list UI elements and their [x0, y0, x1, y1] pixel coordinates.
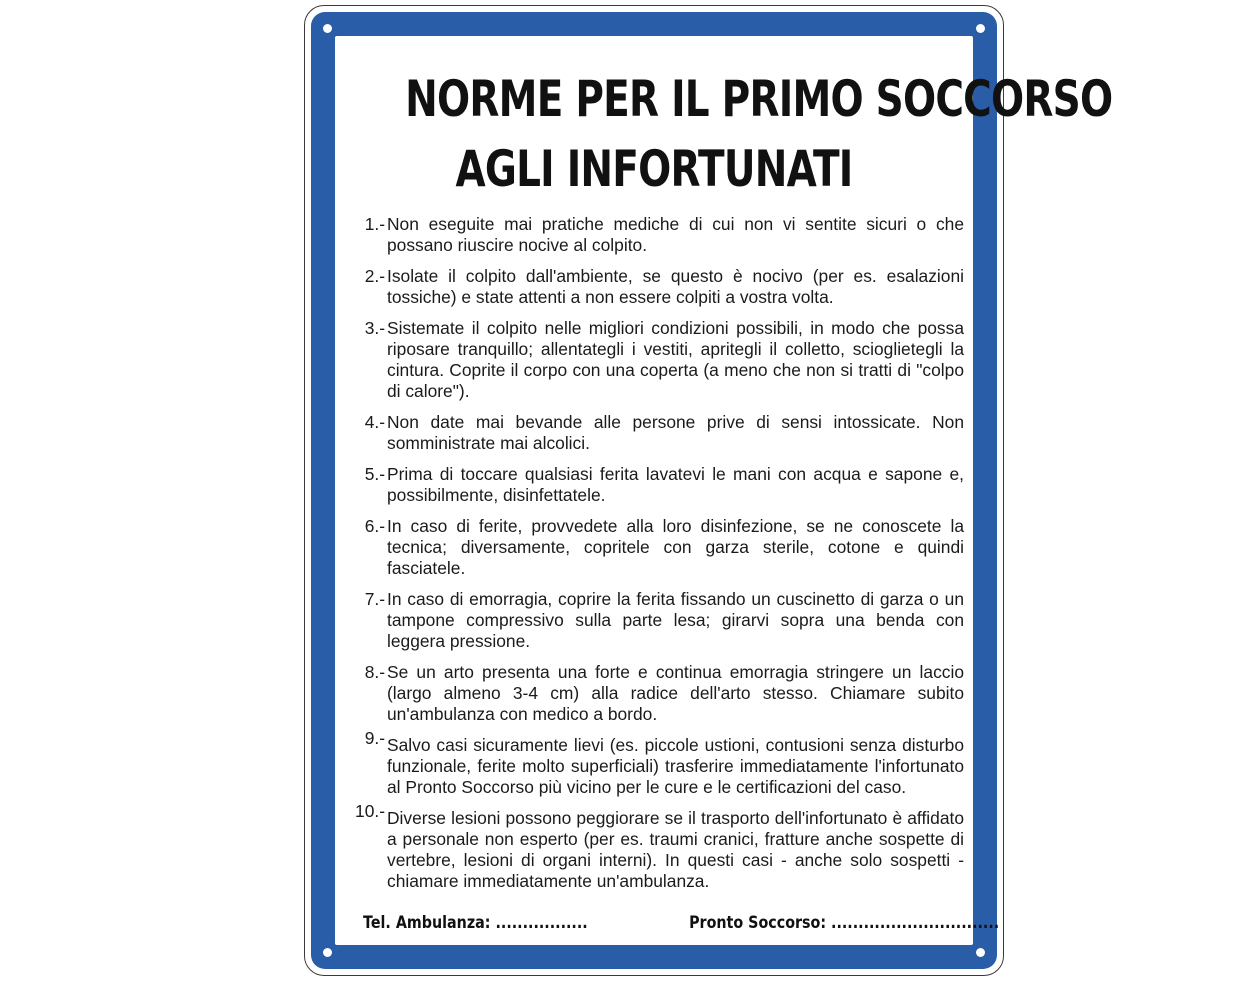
- rule-text: Isolate il colpito dall'ambiente, se questo è nocivo (per es. esalazioni tossiche) e state attenti a non essere colpiti a vostra volta.: [387, 266, 964, 307]
- rule-text: Se un arto presenta una forte e continua emorragia stringere un laccio (largo almeno 3-4 cm) alla radice dell'arto stesso. Chiamare subito un'ambulanza con medico a bordo.: [387, 662, 964, 724]
- sign-content: [335, 36, 1113, 945]
- sign-footer: [363, 913, 1000, 933]
- mounting-hole-icon: [323, 948, 332, 957]
- rule-number: 6.-: [364, 516, 385, 536]
- rule-text: In caso di ferite, provvedete alla loro disinfezione, se ne conoscete la tecnica; diversamente, copritele con garza sterile, cotone e quindi fasciatele.: [387, 516, 964, 578]
- rule-item: [345, 318, 964, 402]
- rule-item: [345, 662, 964, 725]
- pronto-soccorso-field: Pronto Soccorso: ...............................: [689, 913, 1000, 933]
- tel-ambulanza-field: Tel. Ambulanza: .................: [363, 913, 588, 933]
- mounting-hole-icon: [976, 948, 985, 957]
- rule-item: [345, 464, 964, 506]
- sign-title: [335, 64, 1113, 204]
- sign-title-line-2: AGLI INFORTUNATI: [455, 140, 853, 198]
- mounting-hole-icon: [323, 24, 332, 33]
- rule-item: [345, 516, 964, 579]
- rule-text: Diverse lesioni possono peggiorare se il trasporto dell'infortunato è affidato a personale non esperto (per es. traumi cranici, fratture anche sospette di vertebre, lesioni di organi interni). In questi casi - anche solo sospetti - chiamare immediatamente un'ambulanza.: [387, 808, 964, 891]
- sign-panel: [304, 5, 1113, 976]
- rule-text: Salvo casi sicuramente lievi (es. piccole ustioni, contusioni senza disturbo funzionale, ferite molto superficiali) trasferire immediatamente l'infortunato al Pronto Soccorso più vicino per le cure e le certificazioni del caso.: [387, 735, 964, 797]
- rule-text: Non eseguite mai pratiche mediche di cui non vi sentite sicuri o che possano riuscire nocive al colpito.: [387, 214, 964, 255]
- rule-number: 8.-: [364, 662, 385, 682]
- rule-item: [345, 266, 964, 308]
- rule-number: 4.-: [364, 412, 385, 432]
- rule-text: In caso di emorragia, coprire la ferita fissando un cuscinetto di garza o un tampone compressivo sulla parte lesa; girarvi sopra una benda con leggera pressione.: [387, 589, 964, 651]
- sign-blue-border: [311, 12, 1113, 969]
- rule-item: [345, 214, 964, 256]
- rule-text: Sistemate il colpito nelle migliori condizioni possibili, in modo che possa riposare tranquillo; allentategli i vestiti, apritegli il colletto, scioglietegli la cintura. Coprite il corpo con una coperta (a meno che non si tratti di "colpo di calore").: [387, 318, 964, 401]
- rule-number: 5.-: [364, 464, 385, 484]
- rule-number: 3.-: [364, 318, 385, 338]
- rule-number: 10.-: [355, 801, 385, 821]
- rule-number: 2.-: [364, 266, 385, 286]
- rule-number: 1.-: [364, 214, 385, 234]
- rule-item: [345, 728, 964, 798]
- mounting-hole-icon: [976, 24, 985, 33]
- rule-number: 9.-: [364, 728, 385, 748]
- rule-item: [345, 801, 964, 892]
- sign-title-line-1: NORME PER IL PRIMO SOCCORSO: [405, 70, 1113, 128]
- rule-item: [345, 589, 964, 652]
- rule-number: 7.-: [364, 589, 385, 609]
- rules-list: [345, 214, 964, 902]
- rule-text: Prima di toccare qualsiasi ferita lavatevi le mani con acqua e sapone e, possibilmente, disinfettatele.: [387, 464, 964, 505]
- rule-item: [345, 412, 964, 454]
- rule-text: Non date mai bevande alle persone prive di sensi intossicate. Non somministrate mai alcolici.: [387, 412, 964, 453]
